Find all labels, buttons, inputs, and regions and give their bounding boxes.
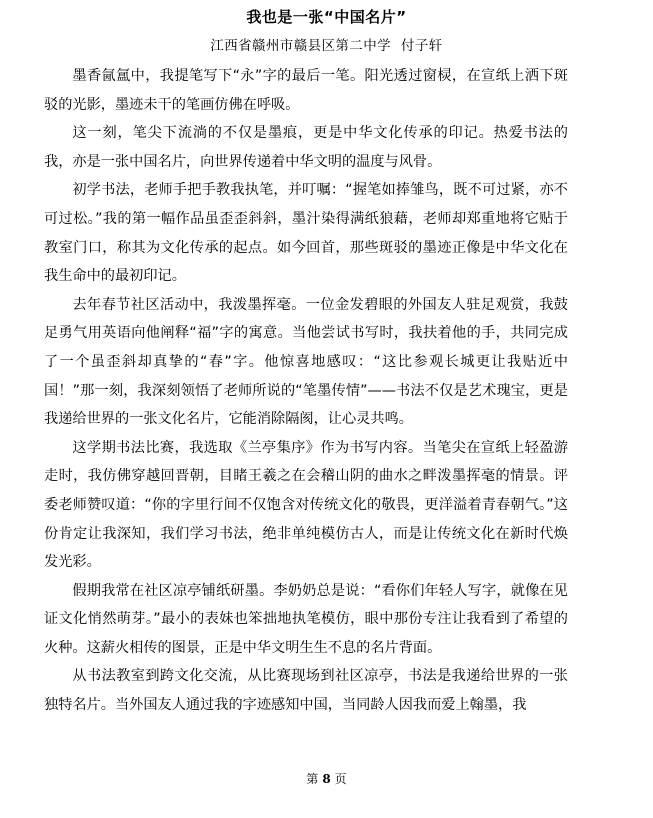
author-line — [0, 36, 653, 56]
author-name: 付子轩 — [401, 38, 443, 54]
paragraph: 假期我常在社区凉亭铺纸研墨。李奶奶总是说：“看你们年轻人写字，就像在见证文化悄然萌芽。”最小的表妹也笨拙地执笔模仿，眼中那份专注让我看到了希望的火种。这薪火相传的图景，正是中华文明生生不息的名片背面。 — [44, 582, 568, 656]
essay-body — [44, 62, 568, 720]
paragraph: 这一刻，笔尖下流淌的不仅是墨痕，更是中华文化传承的印记。热爱书法的我，亦是一张中国名片，向世界传递着中华文明的温度与风骨。 — [44, 125, 568, 170]
paragraph: 这学期书法比赛，我选取《兰亭集序》作为书写内容。当笔尖在宣纸上轻盈游走时，我仿佛穿越回晋朝，目睹王羲之在会稽山阴的曲水之畔泼墨挥毫的情景。评委老师赞叹道：“你的字里行间不仅饱含对传统文化的敬畏，更洋溢着青春朝气。”这份肯定让我深知，我们学习书法，绝非单纯模仿古人，而是让传统文化在新时代焕发光彩。 — [44, 439, 568, 571]
page-number-suffix: 页 — [334, 772, 347, 786]
paragraph: 去年春节社区活动中，我泼墨挥毫。一位金发碧眼的外国友人驻足观赏，我鼓足勇气用英语向他阐释“福”字的寓意。当他尝试书写时，我扶着他的手，共同完成了一个虽歪斜却真挚的“春”字。他惊喜地感叹：“这比参观长城更让我贴近中国！”那一刻，我深刻领悟了老师所说的“笔墨传情”——书法不仅是艺术瑰宝，更是我递给世界的一张文化名片，它能消除隔阂，让心灵共鸣。 — [44, 296, 568, 428]
page-number: 8 — [322, 772, 331, 786]
essay-title: 我也是一张“中国名片” — [246, 8, 407, 26]
paragraph: 墨香氤氲中，我提笔写下“永”字的最后一笔。阳光透过窗棂，在宣纸上洒下斑驳的光影，墨迹未干的笔画仿佛在呼吸。 — [44, 68, 568, 113]
page-footer — [0, 771, 653, 787]
author-school: 江西省赣州市赣县区第二中学 — [210, 38, 391, 54]
paragraph: 初学书法，老师手把手教我执笔，并叮嘱：“握笔如捧雏鸟，既不可过紧，亦不可过松。”我的第一幅作品虽歪歪斜斜，墨汁染得满纸狼藉，老师却郑重地将它贴于教室门口，称其为文化传承的起点。如今回首，那些斑驳的墨迹正像是中华文化在我生命中的最初印记。 — [44, 182, 568, 285]
paragraph: 从书法教室到跨文化交流，从比赛现场到社区凉亭，书法是我递给世界的一张独特名片。当外国友人通过我的字迹感知中国，当同龄人因我而爱上翰墨，我 — [44, 668, 568, 714]
page-number-prefix: 第 — [306, 772, 319, 786]
